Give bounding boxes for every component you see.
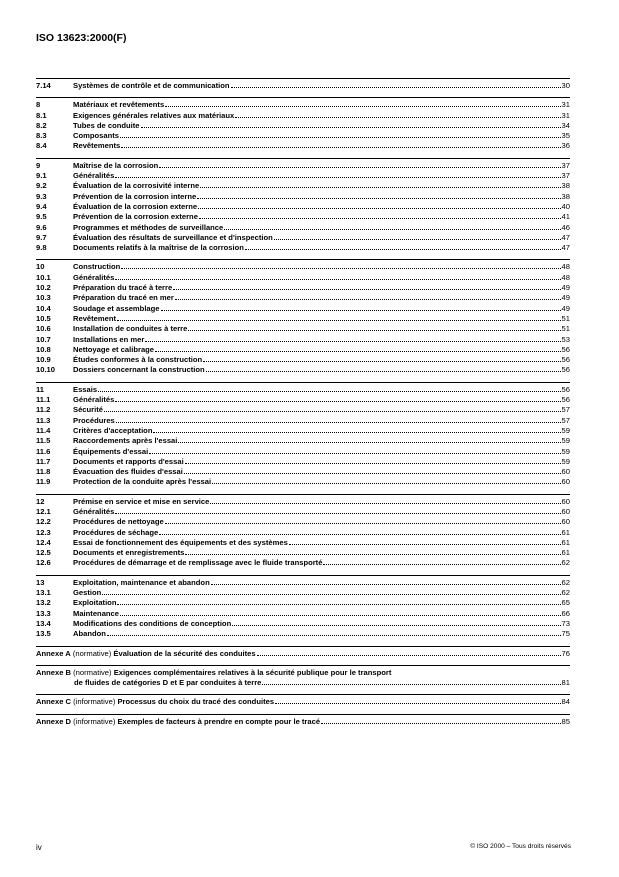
- annex-page: 81: [561, 678, 570, 688]
- dot-leader: [121, 147, 560, 148]
- toc-entry[interactable]: [36, 192, 570, 202]
- annex-title: Exemples de facteurs à prendre en compte pour le tracé: [117, 716, 321, 726]
- toc-entry[interactable]: [36, 335, 570, 345]
- dot-leader: [141, 127, 561, 128]
- toc-entry-title: Installations en mer: [73, 334, 145, 344]
- dot-leader: [159, 534, 560, 535]
- dot-leader: [200, 187, 560, 188]
- toc-entry-title: Procédures de démarrage et de remplissage avec le fluide transporté: [73, 558, 323, 568]
- dot-leader: [117, 320, 560, 321]
- dot-leader: [165, 523, 561, 524]
- toc-entry[interactable]: [36, 304, 570, 314]
- toc-entry[interactable]: [36, 100, 570, 110]
- toc-entry[interactable]: [36, 416, 570, 426]
- toc-entry-title: Essai de fonctionnement des équipements et des systèmes: [73, 537, 288, 547]
- toc-section: [36, 97, 570, 151]
- toc-entry-page: 56: [561, 355, 570, 365]
- dot-leader: [321, 723, 560, 724]
- annex-label: Annexe A: [36, 648, 71, 658]
- annex-heading: [36, 697, 274, 707]
- toc-entry-title: Systèmes de contrôle et de communication: [73, 81, 230, 90]
- toc-entry-title: Documents relatifs à la maîtrise de la corrosion: [73, 243, 244, 253]
- toc-entry-number: 8.2: [36, 120, 47, 130]
- toc-entry-title: Procédures de séchage: [73, 527, 159, 537]
- toc-section: [36, 575, 570, 640]
- toc-entry-number: 13: [36, 577, 45, 587]
- dot-leader: [197, 198, 560, 199]
- dot-leader: [161, 310, 561, 311]
- dot-leader: [115, 401, 560, 402]
- toc-entry[interactable]: [36, 497, 570, 507]
- toc-section: [36, 78, 570, 91]
- toc-entry-title: Évaluation des résultats de surveillance et d'inspection: [73, 232, 273, 242]
- toc-entry-title: Construction: [73, 262, 121, 272]
- toc-entry-number: 10.8: [36, 344, 51, 354]
- toc-entry-number: 11.7: [36, 456, 51, 466]
- toc-entry[interactable]: [36, 477, 570, 487]
- toc-entry-number: 9.2: [36, 181, 47, 191]
- toc-entry-title: Modifications des conditions de conception: [73, 618, 232, 628]
- toc-entry[interactable]: [36, 81, 570, 91]
- dot-leader: [115, 279, 560, 280]
- annex-title-continued: de fluides de catégories D et E par conduites à terre: [74, 678, 262, 688]
- dot-leader: [257, 655, 561, 656]
- dot-leader: [120, 137, 561, 138]
- dot-leader: [115, 177, 560, 178]
- dot-leader: [206, 371, 561, 372]
- toc-entry-number: 11.9: [36, 477, 51, 487]
- dot-leader: [153, 432, 560, 433]
- toc-section: [36, 494, 570, 569]
- toc-entry-title: Composants: [73, 131, 119, 141]
- dot-leader: [274, 239, 561, 240]
- toc-entry[interactable]: [36, 619, 570, 629]
- toc-entry-number: 10.6: [36, 324, 51, 334]
- toc-section: [36, 158, 570, 254]
- toc-entry-number: 11.5: [36, 436, 51, 446]
- toc-entry-title: Généralités: [73, 395, 115, 405]
- toc-entry[interactable]: [36, 212, 570, 222]
- annex-kind: (informative): [73, 697, 116, 707]
- toc-entry-title: Préparation du tracé en mer: [73, 293, 174, 303]
- toc-entry-title: Équipements d'essai: [73, 446, 149, 456]
- toc-entry-number: 9.6: [36, 222, 47, 232]
- toc-entry-number: 8: [36, 100, 41, 110]
- annex-page: 76: [561, 648, 570, 658]
- toc-entry-page: 60: [561, 506, 570, 516]
- dot-leader: [199, 218, 561, 219]
- toc-entry-number: 12.1: [36, 506, 51, 516]
- toc-entry[interactable]: [36, 324, 570, 334]
- toc-entry-title: Soudage et assemblage: [73, 303, 160, 313]
- toc-entry-title: Programmes et méthodes de surveillance: [73, 222, 224, 232]
- toc-entry-page: 61: [561, 527, 570, 537]
- toc-entry-page: 56: [561, 395, 570, 405]
- toc-annex[interactable]: [36, 714, 570, 727]
- toc-annex[interactable]: [36, 646, 570, 659]
- toc-entry-title: Maîtrise de la corrosion: [73, 160, 159, 170]
- toc-entry-page: 49: [561, 283, 570, 293]
- toc-entry-number: 10.4: [36, 303, 51, 313]
- toc-entry-title: Généralités: [73, 171, 115, 181]
- annex-page: 84: [561, 697, 570, 707]
- dot-leader: [198, 208, 560, 209]
- toc-entry[interactable]: [36, 223, 570, 233]
- toc-entry-number: 8.3: [36, 131, 47, 141]
- dot-leader: [245, 249, 561, 250]
- toc-entry-number: 10: [36, 262, 45, 272]
- toc-entry-page: 57: [561, 405, 570, 415]
- dot-leader: [210, 503, 560, 504]
- toc-entry-page: 31: [561, 100, 570, 110]
- toc-entry-page: 35: [561, 131, 570, 141]
- toc-entry-number: 10.9: [36, 355, 51, 365]
- toc-entry-page: 51: [561, 324, 570, 334]
- toc-entry-number: 10.5: [36, 313, 51, 323]
- dot-leader: [185, 463, 561, 464]
- toc-entry-number: 8.1: [36, 110, 47, 120]
- toc-entry-title: Tubes de conduite: [73, 120, 140, 130]
- toc-entry-number: 13.4: [36, 618, 51, 628]
- dot-leader: [184, 473, 561, 474]
- toc-entry-number: 11.8: [36, 467, 51, 477]
- table-of-contents: [36, 78, 570, 733]
- document-code: ISO 13623:2000(F): [36, 32, 127, 44]
- toc-entry[interactable]: [36, 171, 570, 181]
- toc-entry-number: 12.3: [36, 527, 51, 537]
- toc-entry-number: 9.5: [36, 212, 47, 222]
- toc-section: [36, 382, 570, 488]
- toc-entry-title: Installation de conduites à terre: [73, 324, 188, 334]
- toc-entry-page: 60: [561, 517, 570, 527]
- toc-entry-title: Sécurité: [73, 405, 103, 415]
- toc-entry[interactable]: [36, 111, 570, 121]
- toc-entry-page: 38: [561, 181, 570, 191]
- toc-entry-title: Procédures de nettoyage: [73, 517, 164, 527]
- toc-section: [36, 259, 570, 375]
- annex-page: 85: [561, 716, 570, 726]
- annex-title: Évaluation de la sécurité des conduites: [113, 648, 256, 658]
- toc-entry-title: Matériaux et revêtements: [73, 100, 165, 110]
- dot-leader: [211, 584, 561, 585]
- dot-leader: [323, 564, 560, 565]
- toc-entry-page: 46: [561, 222, 570, 232]
- toc-entry-number: 13.1: [36, 588, 51, 598]
- toc-entry-page: 47: [561, 243, 570, 253]
- toc-entry-page: 59: [561, 446, 570, 456]
- toc-entry-number: 13.5: [36, 629, 51, 639]
- dot-leader: [117, 604, 560, 605]
- toc-entry[interactable]: [36, 588, 570, 598]
- toc-annex[interactable]: [36, 694, 570, 707]
- toc-entry-page: 56: [561, 344, 570, 354]
- dot-leader: [120, 615, 561, 616]
- toc-entry-number: 11.6: [36, 446, 51, 456]
- toc-entry-number: 12.2: [36, 517, 51, 527]
- copyright: © ISO 2000 – Tous droits réservés: [470, 843, 571, 850]
- toc-entry[interactable]: [36, 558, 570, 568]
- toc-entry-page: 62: [561, 558, 570, 568]
- toc-entry-page: 31: [561, 110, 570, 120]
- annex-heading: [36, 649, 256, 659]
- toc-entry-page: 62: [561, 577, 570, 587]
- toc-entry[interactable]: [36, 345, 570, 355]
- dot-leader: [262, 684, 560, 685]
- annex-kind: (informative): [73, 716, 116, 726]
- toc-entry-title: Exploitation: [73, 598, 117, 608]
- annex-kind: (normative): [73, 667, 112, 677]
- toc-entry-number: 10.1: [36, 272, 51, 282]
- toc-entry[interactable]: [36, 273, 570, 283]
- toc-entry[interactable]: [36, 538, 570, 548]
- toc-entry-title: Abandon: [73, 629, 106, 639]
- toc-entry[interactable]: [36, 202, 570, 212]
- toc-entry-title: Évacuation des fluides d'essai: [73, 467, 183, 477]
- toc-entry-number: 11: [36, 384, 45, 394]
- dot-leader: [173, 289, 560, 290]
- toc-entry-title: Documents et enregistrements: [73, 548, 185, 558]
- dot-leader: [212, 483, 560, 484]
- toc-entry[interactable]: [36, 609, 570, 619]
- toc-entry[interactable]: [36, 355, 570, 365]
- page-number: iv: [36, 843, 42, 852]
- dot-leader: [203, 361, 560, 362]
- toc-entry-number: 9.8: [36, 243, 47, 253]
- dot-leader: [102, 594, 560, 595]
- toc-entry-number: 11.1: [36, 395, 51, 405]
- toc-entry-number: 12.4: [36, 537, 51, 547]
- dot-leader: [231, 87, 561, 88]
- toc-entry[interactable]: [36, 528, 570, 538]
- toc-entry[interactable]: [36, 467, 570, 477]
- toc-entry-title: Études conformes à la construction: [73, 355, 203, 365]
- toc-entry[interactable]: [36, 121, 570, 131]
- toc-entry-page: 34: [561, 120, 570, 130]
- toc-entry[interactable]: [36, 181, 570, 191]
- toc-entry[interactable]: [36, 283, 570, 293]
- annex-label: Annexe C: [36, 697, 72, 707]
- toc-entry-title: Raccordements après l'essai: [73, 436, 178, 446]
- toc-entry-page: 65: [561, 598, 570, 608]
- toc-entry[interactable]: [36, 436, 570, 446]
- dot-leader: [165, 106, 560, 107]
- dot-leader: [188, 330, 560, 331]
- dot-leader: [116, 422, 561, 423]
- toc-entry-page: 40: [561, 201, 570, 211]
- toc-entry-number: 10.3: [36, 293, 51, 303]
- toc-entry-page: 41: [561, 212, 570, 222]
- annex-label: Annexe D: [36, 716, 72, 726]
- toc-entry-number: 10.7: [36, 334, 51, 344]
- toc-entry[interactable]: [36, 426, 570, 436]
- toc-entry-number: 10.2: [36, 283, 51, 293]
- toc-entry-title: Exploitation, maintenance et abandon: [73, 577, 210, 587]
- dot-leader: [232, 625, 560, 626]
- toc-entry-title: Généralités: [73, 506, 115, 516]
- toc-entry-page: 47: [561, 232, 570, 242]
- toc-entry-page: 56: [561, 365, 570, 375]
- toc-entry-number: 12.5: [36, 548, 51, 558]
- toc-entry-title: Documents et rapports d'essai: [73, 456, 184, 466]
- annex-label: Annexe B: [36, 667, 72, 677]
- toc-entry-page: 36: [561, 141, 570, 151]
- toc-entry-page: 48: [561, 262, 570, 272]
- toc-entry[interactable]: [36, 141, 570, 151]
- toc-entry-number: 11.4: [36, 425, 51, 435]
- toc-entry-page: 37: [561, 160, 570, 170]
- toc-entry[interactable]: [36, 233, 570, 243]
- toc-entry[interactable]: [36, 447, 570, 457]
- toc-entry[interactable]: [36, 629, 570, 639]
- dot-leader: [104, 411, 561, 412]
- dot-leader: [235, 117, 560, 118]
- toc-entry-number: 12.6: [36, 558, 51, 568]
- toc-entry[interactable]: [36, 314, 570, 324]
- toc-entry-number: 9.1: [36, 171, 47, 181]
- toc-entry-number: 8.4: [36, 141, 47, 151]
- toc-entry[interactable]: [36, 243, 570, 253]
- dot-leader: [107, 635, 561, 636]
- annex-title: Processus du choix du tracé des conduites: [117, 697, 275, 707]
- toc-entry-number: 12: [36, 496, 45, 506]
- annex-kind: (normative): [72, 648, 112, 658]
- toc-entry-page: 73: [561, 618, 570, 628]
- toc-entry-title: Prévention de la corrosion interne: [73, 191, 197, 201]
- toc-entry-page: 60: [561, 477, 570, 487]
- toc-entry-title: Prémise en service et mise en service: [73, 496, 210, 506]
- toc-entry[interactable]: [36, 395, 570, 405]
- toc-entry-page: 38: [561, 191, 570, 201]
- toc-entry-number: 11.2: [36, 405, 51, 415]
- annex-title: Exigences complémentaires relatives à la sécurité publique pour le transport: [113, 667, 392, 677]
- toc-entry-title: Généralités: [73, 272, 115, 282]
- dot-leader: [115, 513, 560, 514]
- toc-entry-page: 49: [561, 293, 570, 303]
- toc-entry[interactable]: [36, 507, 570, 517]
- toc-entry-page: 61: [561, 537, 570, 547]
- toc-entry[interactable]: [36, 293, 570, 303]
- toc-entry-title: Évaluation de la corrosivité interne: [73, 181, 200, 191]
- toc-entry[interactable]: [36, 598, 570, 608]
- toc-entry-page: 56: [561, 384, 570, 394]
- toc-entry-title: Gestion: [73, 588, 102, 598]
- toc-entry-page: 61: [561, 548, 570, 558]
- dot-leader: [159, 167, 560, 168]
- toc-entry-number: 10.10: [36, 365, 56, 375]
- dot-leader: [155, 351, 561, 352]
- toc-entry-page: 59: [561, 436, 570, 446]
- toc-entry[interactable]: [36, 365, 570, 375]
- toc-entry-number: 9.7: [36, 232, 47, 242]
- toc-entry[interactable]: [36, 262, 570, 272]
- toc-entry-page: 51: [561, 313, 570, 323]
- toc-entry-title: Revêtement: [73, 313, 117, 323]
- toc-entry[interactable]: [36, 161, 570, 171]
- toc-entry-page: 48: [561, 272, 570, 282]
- toc-entry-title: Protection de la conduite après l'essai: [73, 477, 212, 487]
- toc-entry-title: Essais: [73, 384, 98, 394]
- toc-entry-page: 60: [561, 496, 570, 506]
- toc-entry-page: 30: [561, 81, 570, 90]
- toc-entry-title: Prévention de la corrosion externe: [73, 212, 198, 222]
- toc-entry[interactable]: [36, 131, 570, 141]
- toc-entry-page: 75: [561, 629, 570, 639]
- toc-entry-number: 13.2: [36, 598, 51, 608]
- dot-leader: [178, 442, 560, 443]
- toc-entry-number: 9: [36, 160, 41, 170]
- toc-entry-page: 53: [561, 334, 570, 344]
- toc-entry-number: 9.4: [36, 201, 47, 211]
- toc-entry-page: 49: [561, 303, 570, 313]
- dot-leader: [121, 268, 560, 269]
- toc-entry-page: 59: [561, 425, 570, 435]
- toc-entry-title: Nettoyage et calibrage: [73, 344, 155, 354]
- toc-entry-title: Maintenance: [73, 608, 119, 618]
- toc-annex[interactable]: [36, 665, 570, 689]
- toc-entry-page: 37: [561, 171, 570, 181]
- toc-entry-page: 60: [561, 467, 570, 477]
- toc-entry-title: Exigences générales relatives aux matériaux: [73, 110, 235, 120]
- toc-entry[interactable]: [36, 578, 570, 588]
- toc-entry-page: 57: [561, 415, 570, 425]
- toc-entry-page: 59: [561, 456, 570, 466]
- dot-leader: [98, 391, 560, 392]
- toc-entry-number: 9.3: [36, 191, 47, 201]
- toc-entry-title: Préparation du tracé à terre: [73, 283, 173, 293]
- dot-leader: [185, 554, 560, 555]
- dot-leader: [175, 299, 561, 300]
- toc-entry[interactable]: [36, 548, 570, 558]
- toc-entry-title: Critères d'acceptation: [73, 425, 153, 435]
- toc-entry-title: Évaluation de la corrosion externe: [73, 201, 198, 211]
- dot-leader: [149, 453, 560, 454]
- toc-entry-page: 66: [561, 608, 570, 618]
- toc-entry-title: Revêtements: [73, 141, 121, 151]
- toc-entry[interactable]: [36, 405, 570, 415]
- dot-leader: [224, 229, 560, 230]
- toc-entry-number: 7.14: [36, 81, 51, 90]
- toc-entry-title: Dossiers concernant la construction: [73, 365, 205, 375]
- dot-leader: [145, 341, 560, 342]
- dot-leader: [289, 544, 561, 545]
- annex-heading: [36, 717, 320, 727]
- toc-entry[interactable]: [36, 517, 570, 527]
- toc-entry-title: Procédures: [73, 415, 115, 425]
- toc-entry-number: 13.3: [36, 608, 51, 618]
- dot-leader: [275, 703, 561, 704]
- toc-entry[interactable]: [36, 457, 570, 467]
- toc-entry[interactable]: [36, 385, 570, 395]
- toc-entry-page: 62: [561, 588, 570, 598]
- toc-entry-number: 11.3: [36, 415, 51, 425]
